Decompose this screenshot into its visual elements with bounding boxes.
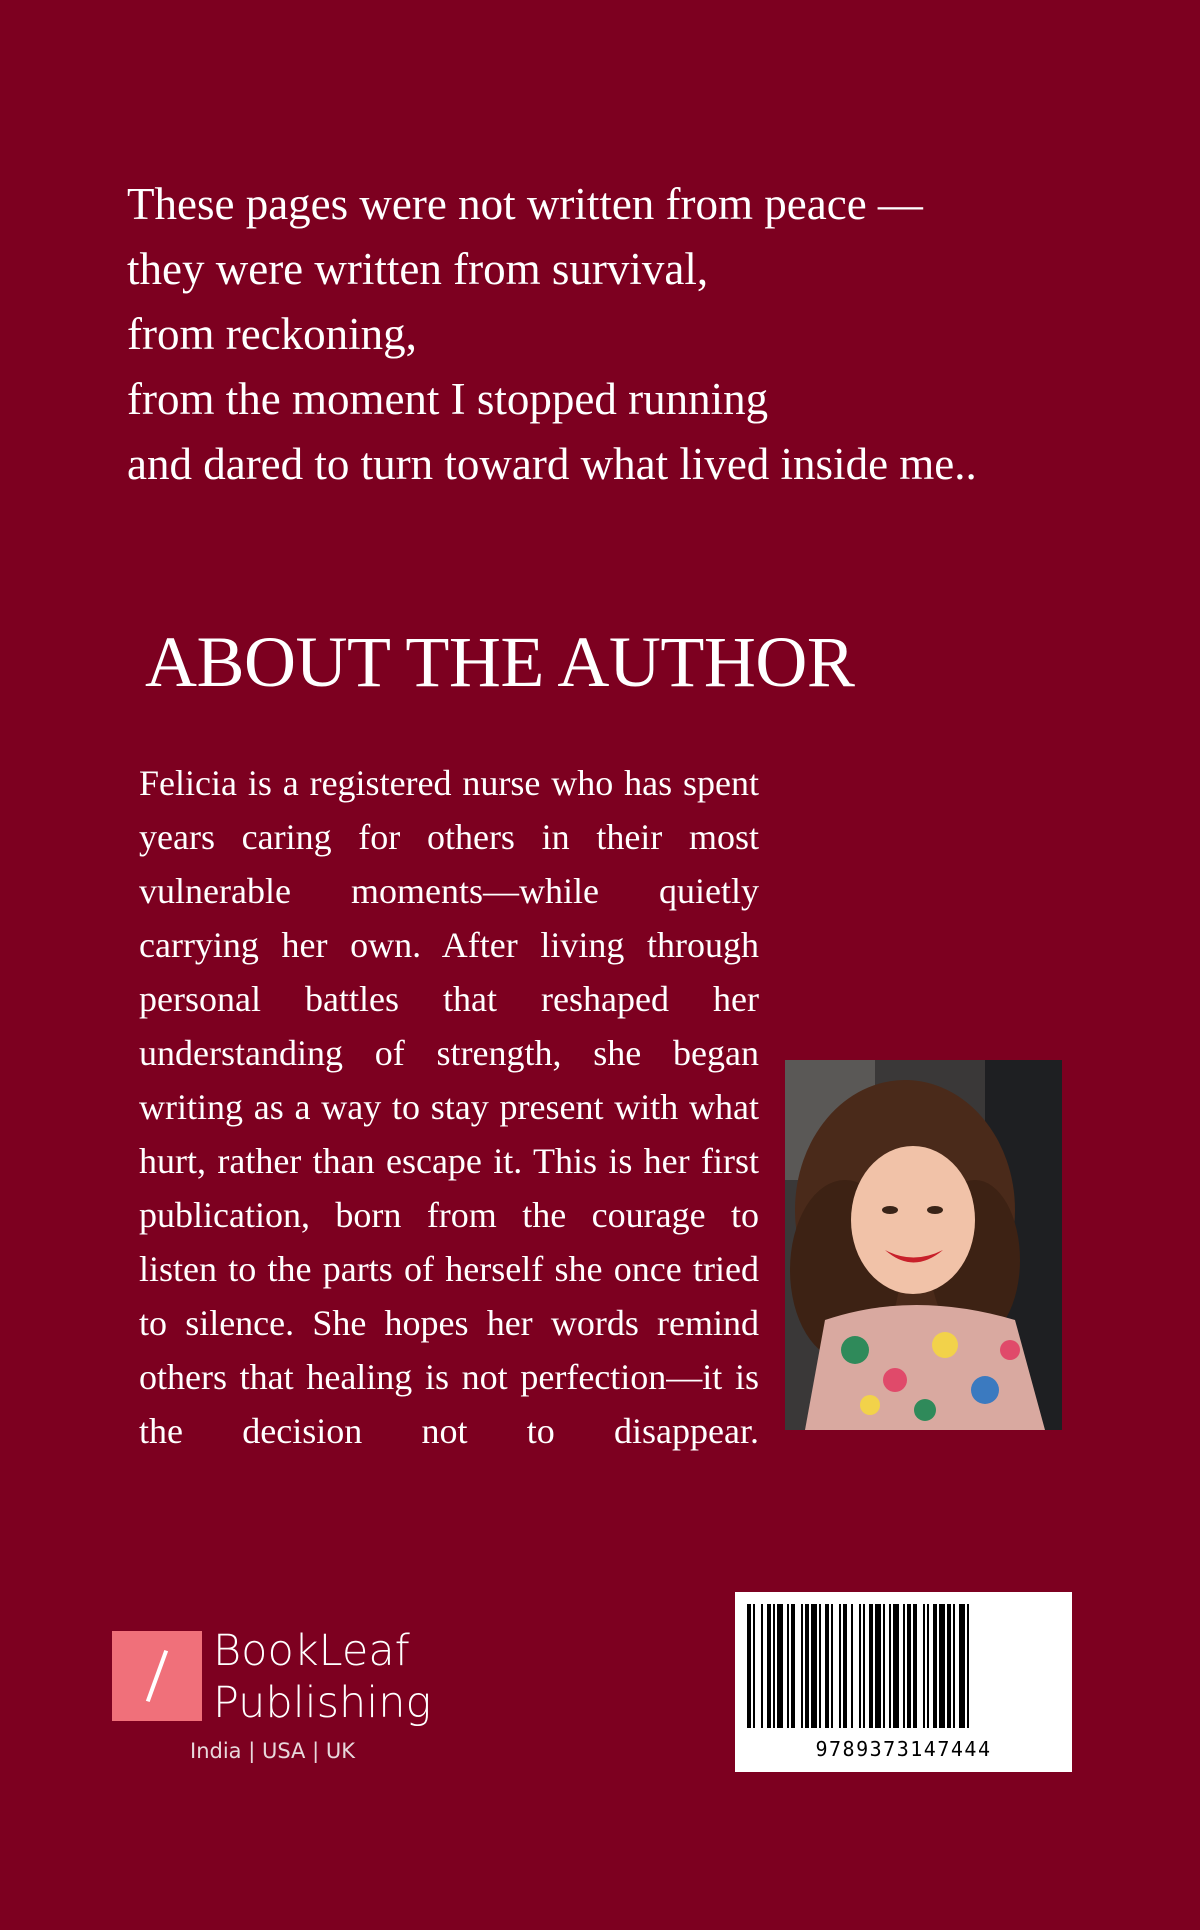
epigraph-line: from the moment I stopped running: [127, 374, 769, 424]
barcode-bar: [947, 1604, 951, 1728]
barcode-bar: [933, 1604, 937, 1728]
barcode-bar: [811, 1604, 817, 1728]
barcode-bar: [875, 1604, 881, 1728]
barcode-bar: [869, 1604, 873, 1728]
back-cover-epigraph: [127, 172, 1127, 497]
barcode-bar: [839, 1604, 841, 1728]
barcode-bar: [913, 1604, 917, 1728]
barcode-bar: [819, 1604, 821, 1728]
slash-mark: [146, 1650, 168, 1702]
barcode-bar: [761, 1604, 763, 1728]
barcode-bar: [953, 1604, 955, 1728]
barcode-bar: [831, 1604, 833, 1728]
author-bio: Felicia is a registered nurse who has spent years caring for others in their most vulnerable moments—while quietly carrying her own. After living through personal battles that reshaped her understanding of strength, she began writing as a way to stay present with what hurt, rather than escape it. This is her first publication, born from the courage to listen to the parts of herself she once tried to silence. She hopes her words remind others that healing is not perfection—it is the decision not to disappear.: [139, 763, 759, 1451]
publisher-regions: India | USA | UK: [190, 1739, 355, 1763]
epigraph-line: from reckoning,: [127, 309, 417, 359]
barcode-bar: [927, 1604, 929, 1728]
barcode-bar: [773, 1604, 775, 1728]
about-the-author-heading: ABOUT THE AUTHOR: [145, 622, 855, 702]
barcode-bar: [863, 1604, 865, 1728]
barcode-bar: [883, 1604, 885, 1728]
epigraph-line: they were written from survival,: [127, 244, 709, 294]
bookleaf-mark-icon: [112, 1631, 202, 1721]
barcode-bar: [753, 1604, 755, 1728]
isbn-number: 9789373147444: [815, 1737, 992, 1761]
barcode-bar: [805, 1604, 809, 1728]
barcode-bar: [825, 1604, 829, 1728]
barcode-icon: [741, 1604, 1066, 1732]
barcode-bar: [791, 1604, 795, 1728]
barcode-bar: [777, 1604, 783, 1728]
epigraph-line: and dared to turn toward what lived inside me..: [127, 439, 977, 489]
barcode-bar: [787, 1604, 789, 1728]
barcode-bar: [907, 1604, 911, 1728]
barcode-bar: [801, 1604, 803, 1728]
barcode-bar: [903, 1604, 905, 1728]
barcode-bar: [851, 1604, 853, 1728]
isbn-barcode: [735, 1592, 1072, 1772]
publisher-name: [213, 1625, 431, 1729]
author-photo: [785, 1060, 1062, 1430]
barcode-bar: [889, 1604, 891, 1728]
barcode-bar: [767, 1604, 771, 1728]
barcode-bar: [843, 1604, 847, 1728]
barcode-bar: [939, 1604, 945, 1728]
barcode-bar: [967, 1604, 969, 1728]
publisher-name-line-2: Publishing: [213, 1678, 432, 1728]
publisher-logo: [112, 1626, 472, 1771]
epigraph-line: These pages were not written from peace —: [127, 179, 923, 229]
barcode-bar: [893, 1604, 899, 1728]
author-portrait-image: [785, 1060, 1062, 1430]
publisher-name-line-1: BookLeaf: [213, 1626, 410, 1676]
barcode-bar: [959, 1604, 965, 1728]
barcode-bar: [747, 1604, 751, 1728]
barcode-bar: [859, 1604, 861, 1728]
barcode-bar: [923, 1604, 925, 1728]
